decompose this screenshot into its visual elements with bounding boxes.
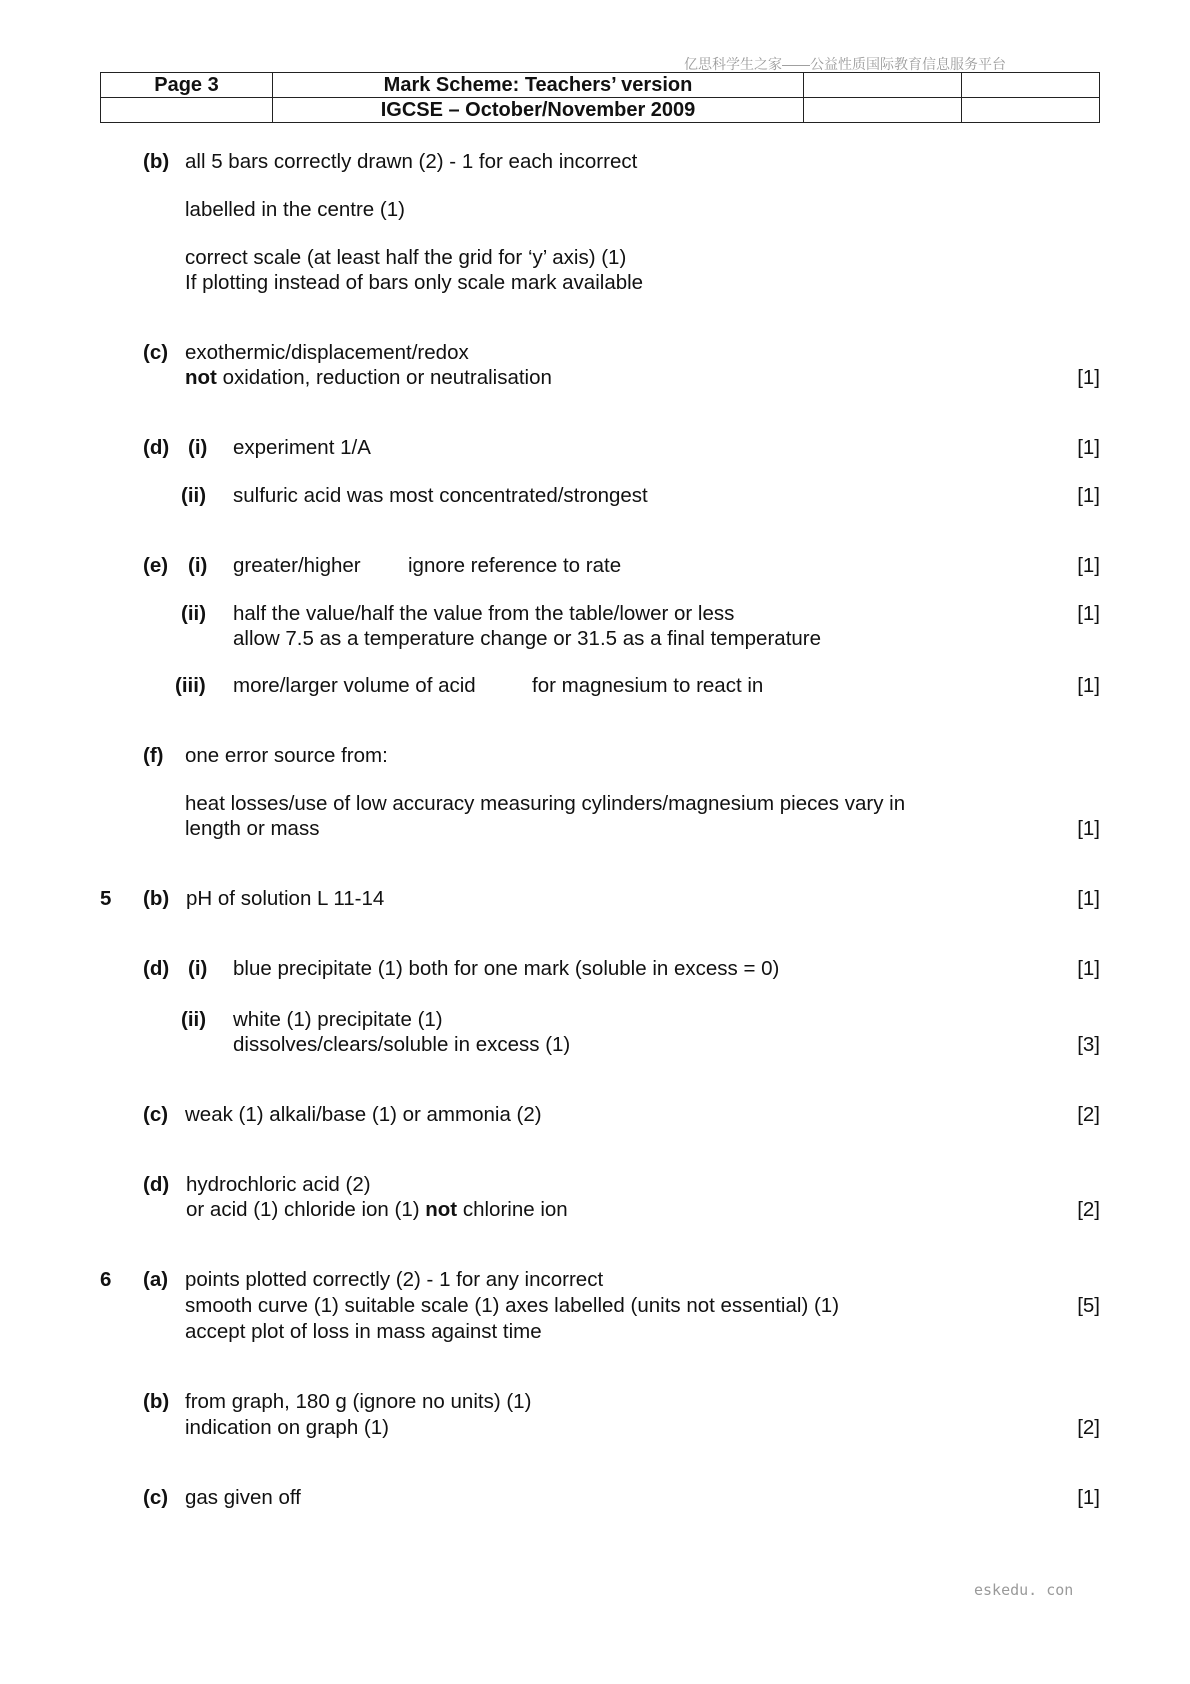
answer-text: chlorine ion bbox=[457, 1198, 568, 1221]
emphasis-not: not bbox=[185, 366, 217, 389]
answer-line: one error source from: bbox=[185, 744, 388, 767]
part-label: (c) bbox=[143, 341, 169, 364]
answer-line: If plotting instead of bars only scale mark available bbox=[185, 271, 644, 294]
exam-session: IGCSE – October/November 2009 bbox=[273, 98, 804, 123]
header-table bbox=[100, 72, 1100, 123]
answer-line: accept plot of loss in mass against time bbox=[185, 1320, 542, 1343]
answer-line: hydrochloric acid (2) bbox=[186, 1173, 371, 1196]
mark-value: [3] bbox=[1077, 1033, 1100, 1056]
header-empty-cell bbox=[962, 73, 1100, 98]
mark-value: [2] bbox=[1077, 1103, 1100, 1126]
mark-value: [1] bbox=[1077, 436, 1100, 459]
answer-line: greater/higher bbox=[233, 554, 361, 577]
answer-text: or acid (1) chloride ion (1) bbox=[186, 1198, 426, 1221]
mark-value: [2] bbox=[1077, 1416, 1100, 1439]
part-label: (b) bbox=[143, 1390, 170, 1413]
answer-line: points plotted correctly (2) - 1 for any incorrect bbox=[185, 1268, 604, 1291]
subpart-label: (i) bbox=[188, 436, 208, 459]
mark-value: [5] bbox=[1077, 1294, 1100, 1317]
part-label: (d) bbox=[143, 1173, 170, 1196]
part-label: (f) bbox=[143, 744, 164, 767]
part-label: (b) bbox=[143, 887, 170, 910]
answer-line: labelled in the centre (1) bbox=[185, 198, 405, 221]
header-empty-cell bbox=[804, 73, 962, 98]
answer-line: allow 7.5 as a temperature change or 31.5 as a final temperature bbox=[233, 627, 822, 650]
part-label: (e) bbox=[143, 554, 169, 577]
mark-value: [1] bbox=[1077, 366, 1100, 389]
answer-line: sulfuric acid was most concentrated/strongest bbox=[233, 484, 648, 507]
subpart-label: (i) bbox=[188, 957, 208, 980]
answer-line: white (1) precipitate (1) bbox=[233, 1008, 443, 1031]
answer-line: length or mass bbox=[185, 817, 320, 840]
header-empty-cell bbox=[804, 98, 962, 123]
mark-value: [1] bbox=[1077, 957, 1100, 980]
answer-line: weak (1) alkali/base (1) or ammonia (2) bbox=[185, 1103, 542, 1126]
subpart-label: (i) bbox=[188, 554, 208, 577]
answer-line: gas given off bbox=[185, 1486, 301, 1509]
subpart-label: (ii) bbox=[181, 484, 207, 507]
subpart-label: (iii) bbox=[175, 674, 206, 697]
answer-line: smooth curve (1) suitable scale (1) axes labelled (units not essential) (1) bbox=[185, 1294, 840, 1317]
answer-line: from graph, 180 g (ignore no units) (1) bbox=[185, 1390, 532, 1413]
answer-line: pH of solution L 11-14 bbox=[186, 887, 385, 910]
mark-value: [1] bbox=[1077, 484, 1100, 507]
mark-value: [1] bbox=[1077, 817, 1100, 840]
answer-line: blue precipitate (1) both for one mark (soluble in excess = 0) bbox=[233, 957, 780, 980]
page-number: Page 3 bbox=[101, 73, 273, 98]
part-label: (d) bbox=[143, 957, 170, 980]
answer-line: exothermic/displacement/redox bbox=[185, 341, 469, 364]
answer-note: ignore reference to rate bbox=[408, 554, 622, 577]
mark-value: [1] bbox=[1077, 887, 1100, 910]
emphasis-not: not bbox=[425, 1198, 458, 1221]
part-label: (a) bbox=[143, 1268, 169, 1291]
header-empty-cell bbox=[962, 98, 1100, 123]
mark-value: [1] bbox=[1077, 1486, 1100, 1509]
subpart-label: (ii) bbox=[181, 602, 207, 625]
answer-line bbox=[185, 366, 552, 390]
answer-line: experiment 1/A bbox=[233, 436, 371, 459]
part-label: (c) bbox=[143, 1486, 169, 1509]
part-label: (b) bbox=[143, 150, 170, 173]
watermark-top: 亿思科学生之家——公益性质国际教育信息服务平台 bbox=[684, 56, 1006, 72]
answer-line: more/larger volume of acid bbox=[233, 674, 476, 697]
subpart-label: (ii) bbox=[181, 1008, 207, 1031]
mark-value: [2] bbox=[1077, 1198, 1100, 1221]
part-label: (c) bbox=[143, 1103, 169, 1126]
answer-line: correct scale (at least half the grid for ‘y’ axis) (1) bbox=[185, 246, 627, 269]
mark-value: [1] bbox=[1077, 554, 1100, 577]
question-number: 5 bbox=[100, 887, 112, 910]
answer-line: half the value/half the value from the table/lower or less bbox=[233, 602, 735, 625]
scheme-title: Mark Scheme: Teachers’ version bbox=[273, 73, 804, 98]
answer-line bbox=[186, 1198, 568, 1222]
mark-value: [1] bbox=[1077, 674, 1100, 697]
mark-value: [1] bbox=[1077, 602, 1100, 625]
answer-line: indication on graph (1) bbox=[185, 1416, 389, 1439]
watermark-bottom: eskedu. con bbox=[974, 1581, 1074, 1599]
question-number: 6 bbox=[100, 1268, 112, 1291]
header-empty-cell bbox=[101, 98, 273, 123]
answer-line: all 5 bars correctly drawn (2) - 1 for each incorrect bbox=[185, 150, 638, 173]
answer-line: dissolves/clears/soluble in excess (1) bbox=[233, 1033, 571, 1056]
part-label: (d) bbox=[143, 436, 170, 459]
answer-line: heat losses/use of low accuracy measuring cylinders/magnesium pieces vary in bbox=[185, 792, 906, 815]
answer-text: oxidation, reduction or neutralisation bbox=[216, 366, 552, 389]
answer-note: for magnesium to react in bbox=[532, 674, 764, 697]
